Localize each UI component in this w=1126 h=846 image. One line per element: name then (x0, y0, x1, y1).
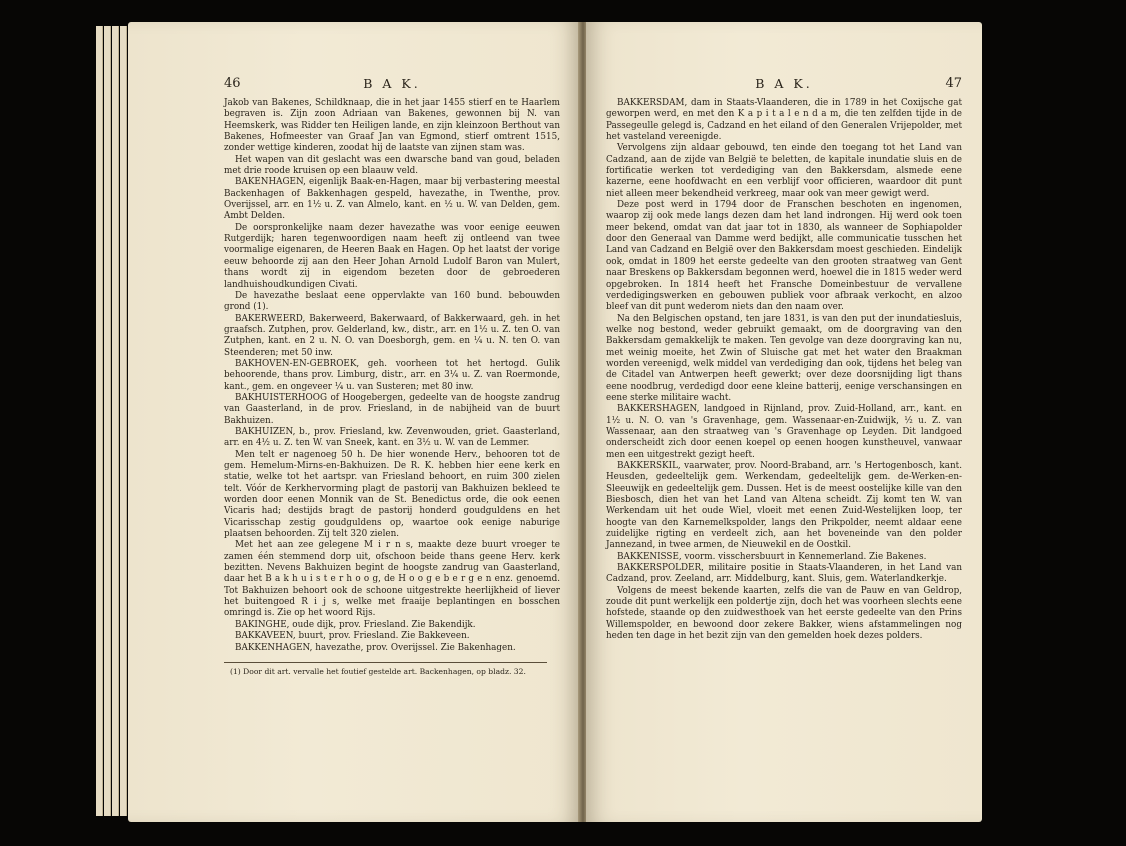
page-number: 47 (945, 76, 962, 91)
page-edge (104, 26, 111, 816)
paragraph: Deze post werd in 1794 door de Franschen beschoten en ingenomen, waarop zij ook mede langs dezen dam het land indrongen. Hij werd ook toen meer bekend, omdat van dat jaar tot in 1830, als wanneer de Sophiapolder door den Generaal van Damme werd bedijkt, alle communicatie tusschen het Land van Cadzand en België over den Bakkersdam moest geschieden. Eindelijk ook, omdat in 1809 het eerste gedeelte van den grooten straatweg van Gent naar Breskens op Bakkersdam begonnen werd, hoewel die in 1815 weder werd opgebroken. In 1814 heeft het Fransche Domeinbestuur de vervallene verdedigingswerken en gebouwen publiek voor afbraak verkocht, en alzoo bleef van dit punt wederom niets dan den naam over. (606, 200, 962, 313)
paragraph: BAKKERSPOLDER, militaire positie in Staats-Vlaanderen, in het Land van Cadzand, prov. Zeeland, arr. Middelburg, kant. Sluis, gem. Waterlandkerkje. (606, 563, 962, 585)
paragraph: De oorspronkelijke naam dezer havezathe was voor eenige eeuwen Rutgerdijk; haren tegenwoordigen naam heeft zij ontleend van twee voormalige eigenaren, de Heeren Baak en Hagen. Op het laatst der vorige eeuw behoorde zij aan den Heer Johan Arnold Ludolf Baron van Mulert, thans wordt zij in eigendom bezeten door de gebroederen landhuishoudkundigen Civati. (224, 222, 560, 290)
footnote-rule (224, 662, 547, 663)
left-page-header (224, 76, 560, 94)
right-page (586, 22, 982, 822)
paragraph: BAKHUISTERHOOG of Hoogebergen, gedeelte van de hoogste zandrug van Gaasterland, in de prov. Friesland, in de nabijheid van de buurt Bakhuizen. (224, 392, 560, 426)
paragraph: BAKKERSKIL, vaarwater, prov. Noord-Braband, arr. 's Hertogenbosch, kant. Heusden, gedeeltelijk gem. Werkendam, gedeeltelijk gem. de-Werken-en-Sleeuwijk en gedeeltelijk gem. Dussen. Het is de meest oostelijke kille van den Biesbosch, dien het van het Land van Altena scheidt. Zij komt ten W. van Werkendam uit het oude Wiel, vloeit met eenen Zuid-Westelijken loop, ter hoogte van den Karnemelkspolder, langs den Prikpolder, neemt aldaar eene zuidelijke rigting en verdeelt zich, aan het boveneinde van den polder Jannezand, in twee armen, de Nieuwekil en de Oostkil. (606, 461, 962, 551)
paragraph: BAKHOVEN-EN-GEBROEK, geh. voorheen tot het hertogd. Gulik behoorende, thans prov. Limburg, distr., arr. en 3¼ u. Z. van Roermonde, kant., gem. en ongeveer ¼ u. van Susteren; met 80 inw. (224, 358, 560, 392)
paragraph: BAKHUIZEN, b., prov. Friesland, kw. Zevenwouden, griet. Gaasterland, arr. en 4½ u. Z. ten W. van Sneek, kant. en 3½ u. W. van de Lemmer. (224, 426, 560, 449)
paragraph: Het wapen van dit geslacht was een dwarsche band van goud, beladen met drie roode kruisen op een blaauw veld. (224, 154, 560, 177)
page-number: 46 (224, 76, 241, 91)
running-head: B A K. (363, 76, 421, 91)
page-edge (120, 26, 127, 816)
paragraph: Men telt er nagenoeg 50 h. De hier wonende Herv., behooren tot de gem. Hemelum-Mirns-en-Bakhuizen. De R. K. hebben hier eene kerk en statie, welke tot het aartspr. van Friesland behoort, en ruim 300 zielen telt. Vóór de Kerkhervorming plagt de pastorij van Bakhuizen bekleed te worden door eenen Monnik van de St. Benedictus orde, die ook eenen Vicaris had; destijds bragt de pastorij honderd goudguldens en het Vicarisschap zestig goudguldens op, waartoe ook eenige naburige plaatsen behoorden. Zij telt 320 zielen. (224, 449, 560, 540)
paragraph: Vervolgens zijn aldaar gebouwd, ten einde den toegang tot het Land van Cadzand, aan de zijde van België te beletten, de kapitale inundatie sluis en de fortificatie werken tot verdediging van den Bakkersdam, alsmede eene kazerne, eene hoofdwacht en een verblijf voor officieren, waardoor dit punt niet alleen meer bekendheid verkreeg, maar ook van meer gewigt werd. (606, 143, 962, 199)
running-head: B A K. (755, 76, 813, 91)
left-page (128, 22, 580, 822)
paragraph: BAKKENISSE, voorm. visschersbuurt in Kennemerland. Zie Bakenes. (617, 551, 927, 562)
paragraph: Jakob van Bakenes, Schildknaap, die in het jaar 1455 stierf en te Haarlem begraven is. Zijn zoon Adriaan van Bakenes, gewonnen bij N. van Heemskerk, was Ridder ten Heiligen lande, en zijn kleinzoon Berthout van Bakenes, Hofmeester van Graaf Jan van Egmond, stierf omtrent 1515, zonder wettige kinderen, zoodat hij de laatste van zijnen stam was. (224, 98, 560, 154)
paragraph: De havezathe beslaat eene oppervlakte van 160 bund. bebouwden grond (1). (224, 290, 560, 313)
paragraph: BAKERWEERD, Bakerweerd, Bakerwaard, of Bakkerwaard, geh. in het graafsch. Zutphen, prov. Gelderland, kw., distr., arr. en 1½ u. Z. ten O. van Zutphen, kant. en 2 u. N. O. van Doesborgh, gem. en ¼ u. N. ten O. van Steenderen; met 50 inw. (224, 313, 560, 358)
paragraph: BAKINGHE, oude dijk, prov. Friesland. Zie Bakendijk. (235, 619, 476, 630)
footnote: (1) Door dit art. vervalle het foutief gestelde art. Backenhagen, op bladz. 32. (230, 666, 526, 676)
right-page-header (606, 76, 962, 94)
paragraph: BAKKERSDAM, dam in Staats-Vlaanderen, die in 1789 in het Coxijsche gat geworpen werd, en met den K a p i t a l e n d a m, die ten zelfden tijde in de Passegeulle gelegd is, Cadzand en het eiland of den Generalen Vrijepolder, met het vasteland vereenigde. (606, 98, 962, 143)
paragraph: BAKKAVEEN, buurt, prov. Friesland. Zie Bakkeveen. (235, 631, 470, 642)
paragraph: BAKENHAGEN, eigenlijk Baak-en-Hagen, maar bij verbastering meestal Backenhagen of Bakkenhagen gespeld, havezathe, in Twenthe, prov. Overijssel, arr. en 1½ u. Z. van Almelo, kant. en ½ u. W. van Delden, gem. Ambt Delden. (224, 177, 560, 222)
page-edge (96, 26, 103, 816)
left-page-text (224, 98, 560, 677)
right-page-text (606, 98, 962, 643)
paragraph: Volgens de meest bekende kaarten, zelfs die van de Pauw en van Geldrop, zoude dit punt werkelijk een poldertje zijn, doch het was voorheen slechts eene hofstede, staande op den zuidwesthoek van het eerste gedeelte van den Prins Willemspolder, en bewoond door zekere Bakker, wiens afstammelingen nog heden ten dage in het bezit zijn van den gemelden hoek dezes polders. (606, 585, 962, 642)
paragraph: Met het aan zee gelegene M i r n s, maakte deze buurt vroeger te zamen één stemmend dorp uit, ofschoon beide thans geene Herv. kerk bezitten. Nevens Bakhuizen begint de hoogste zandrug van Gaasterland, daar het B a k h u i s t e r h o o g, de H o o g e b e r g e n enz. genoemd. Tot Bakhuizen behoort ook de schoone uitgestrekte heerlijkheid of liever het buitengoed R i j s, welke met fraaije beplantingen en bosschen omringd is. Zie op het woord Rijs. (224, 540, 560, 619)
paragraph: Na den Belgischen opstand, ten jare 1831, is van den put der inundatiesluis, welke nog bestond, weder gebruikt gemaakt, om de doorgraving van den Bakkersdam gemakkelijk te maken. Ten gevolge van deze doorgraving kan nu, met weinig moeite, het Zwin of Sluische gat met het water den Braakman worden vereenigd, welk middel van verdediging dan ook, tijdens het beleg van de Citadel van Antwerpen heeft gewerkt; over deze doorsnijding ligt thans eene noodbrug, verdedigd door eene kleine batterij, eenige verschansingen en eene sterke militaire wacht. (606, 313, 962, 403)
paragraph: BAKKERSHAGEN, landgoed in Rijnland, prov. Zuid-Holland, arr., kant. en 1½ u. N. O. van 's Gravenhage, gem. Wassenaar-en-Zuidwijk, ½ u. Z. van Wassenaar, aan den straatweg van 's Gravenhage op Leyden. Dit landgoed onderscheidt zich door eenen koepel op eenen hoogen kunstheuvel, vanwaar men een uitgestrekt gezigt heeft. (606, 404, 962, 460)
paragraph: BAKKENHAGEN, havezathe, prov. Overijssel. Zie Bakenhagen. (235, 642, 516, 653)
page-edge (112, 26, 119, 816)
